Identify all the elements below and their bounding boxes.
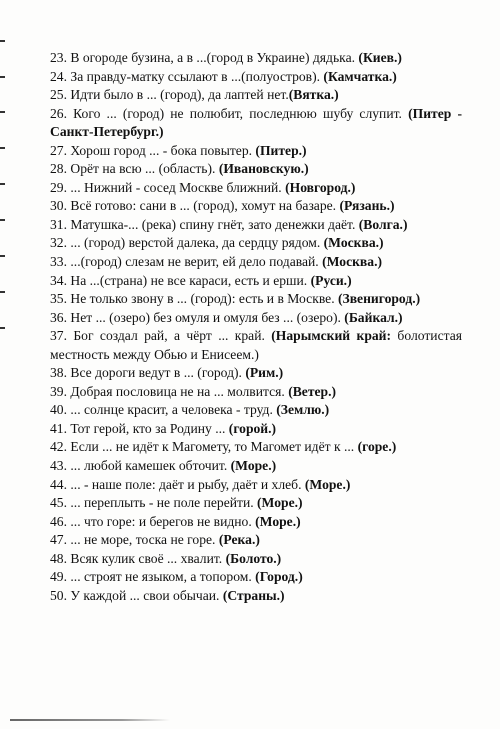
list-item — [50, 253, 462, 272]
proverb-text: 44. ... - наше поле: даёт и рыбу, даёт и хлеб. — [50, 476, 305, 492]
list-item — [50, 86, 462, 105]
proverb-text: 41. Тот герой, кто за Родину ... — [50, 420, 229, 436]
proverb-answer: (Новгород.) — [285, 179, 356, 195]
binding-mark — [0, 147, 5, 149]
list-item — [50, 494, 462, 513]
list-item — [50, 587, 462, 606]
proverb-answer: (Рим.) — [245, 365, 284, 381]
binding-mark — [0, 327, 5, 329]
list-item — [50, 272, 462, 291]
proverb-text: 50. У каждой ... свои обычаи. — [50, 587, 223, 603]
list-item — [50, 49, 462, 68]
binding-mark — [0, 255, 5, 257]
binding-mark — [0, 111, 5, 113]
list-item — [50, 309, 462, 328]
proverb-text: 48. Всяк кулик своё ... хвалит. — [50, 550, 226, 566]
proverb-text: 42. Если ... не идёт к Магомету, то Магомет идёт к ... — [50, 439, 358, 455]
proverb-text: 40. ... солнце красит, а человека - труд. — [50, 402, 277, 418]
proverb-text: 47. ... не море, тоска не горе. — [50, 532, 219, 548]
proverb-answer: (Москва.) — [322, 254, 382, 270]
binding-mark — [0, 183, 5, 185]
binding-mark — [0, 219, 5, 221]
proverb-answer: (Море.) — [304, 476, 351, 492]
proverb-text: 45. ... переплыть - не поле перейти. — [50, 495, 258, 511]
proverb-text: 27. Хорош город ... - бока повытер. — [50, 142, 256, 158]
binding-marks — [0, 0, 8, 729]
proverb-answer: (Нарымский край: — [271, 328, 392, 344]
proverb-answer: (Землю.) — [276, 402, 330, 418]
proverb-answer: (Питер.) — [255, 142, 307, 158]
list-item — [50, 401, 462, 420]
list-item — [50, 179, 462, 198]
proverb-list — [50, 49, 462, 605]
list-item — [50, 142, 462, 161]
proverb-text: 33. ...(город) слезам не верит, ей дело подавай. — [50, 254, 323, 270]
list-item — [50, 105, 462, 142]
list-item — [50, 197, 462, 216]
proverb-answer: (Город.) — [255, 569, 303, 585]
proverb-answer: (Рязань.) — [339, 198, 395, 214]
proverb-answer: (Москва.) — [323, 235, 384, 251]
page-edge-rule — [10, 719, 170, 721]
list-item — [50, 513, 462, 532]
list-item — [50, 568, 462, 587]
list-item — [50, 364, 462, 383]
binding-mark — [0, 40, 5, 42]
proverb-answer: (Киев.) — [358, 50, 402, 65]
proverb-text: 38. Все дороги ведут в ... (город). — [50, 365, 246, 381]
proverb-answer: (Звенигород.) — [338, 291, 421, 307]
binding-mark — [0, 76, 5, 78]
proverb-text: 34. На ...(страна) не все караси, есть и ерши. — [50, 272, 311, 288]
list-item — [50, 234, 462, 253]
proverb-text: 30. Всё готово: сани в ... (город), хомут на базаре. — [50, 198, 340, 214]
proverb-answer: (горе.) — [357, 439, 397, 455]
binding-mark — [0, 291, 5, 293]
proverb-text: 25. Идти было в ... (город), да лаптей нет. — [50, 87, 289, 103]
list-item — [50, 457, 462, 476]
proverb-text: 23. В огороде бузина, а в ...(город в Украине) дядька. — [50, 50, 359, 65]
list-item — [50, 420, 462, 439]
proverb-answer: (Вятка.) — [288, 87, 339, 103]
proverb-answer: (Болото.) — [225, 550, 282, 566]
list-item — [50, 531, 462, 550]
list-item — [50, 68, 462, 87]
proverb-text: 32. ... (город) верстой далека, да сердцу рядом. — [50, 235, 324, 251]
list-item — [50, 476, 462, 495]
proverb-answer: (Страны.) — [222, 587, 285, 603]
proverb-answer: (горой.) — [228, 420, 277, 436]
proverb-answer: (Руси.) — [310, 272, 352, 288]
proverb-answer: (Питер - Санкт-Петербург.) — [50, 105, 462, 140]
proverb-text: 37. Бог создал рай, а чёрт ... край. — [50, 328, 272, 344]
proverb-answer: (Ивановскую.) — [218, 161, 309, 177]
proverb-text: 46. ... что горе: и берегов не видно. — [50, 513, 256, 529]
proverb-note: болотистая местность между Обью и Енисеем.) — [50, 328, 462, 362]
proverb-answer: (Ветер.) — [288, 383, 337, 399]
proverb-answer: (Река.) — [218, 532, 260, 548]
proverb-text: 35. Не только звону в ... (город): есть и в Москве. — [50, 291, 338, 307]
proverb-text: 49. ... строят не языком, а топором. — [50, 569, 256, 585]
proverb-text: 29. ... Нижний - сосед Москве ближний. — [50, 179, 286, 195]
proverb-answer: (Море.) — [257, 495, 303, 511]
list-item — [50, 438, 462, 457]
list-item — [50, 216, 462, 235]
proverb-text: 26. Кого ... (город) не полюбит, последнюю шубу слупит. — [50, 105, 409, 121]
proverb-text: 31. Матушка-... (река) спину гнёт, зато денежки даёт. — [50, 216, 359, 232]
proverb-answer: (Море.) — [255, 513, 301, 529]
list-item — [50, 550, 462, 569]
list-item — [50, 383, 462, 402]
proverb-text: 39. Добрая пословица не на ... молвится. — [50, 383, 289, 399]
proverb-answer: (Байкал.) — [344, 309, 403, 325]
list-item — [50, 290, 462, 309]
proverb-text: 43. ... любой камешек обточит. — [50, 458, 231, 474]
list-item — [50, 327, 462, 364]
proverb-text: 24. За правду-матку ссылают в ...(полуостров). — [50, 68, 324, 84]
proverb-text: 28. Орёт на всю ... (область). — [50, 161, 219, 177]
proverb-answer: (Волга.) — [358, 216, 408, 232]
proverb-answer: (Камчатка.) — [323, 68, 397, 84]
proverb-text: 36. Нет ... (озеро) без омуля и омуля без ... (озеро). — [50, 309, 345, 325]
list-item — [50, 160, 462, 179]
proverb-answer: (Море.) — [230, 458, 277, 474]
